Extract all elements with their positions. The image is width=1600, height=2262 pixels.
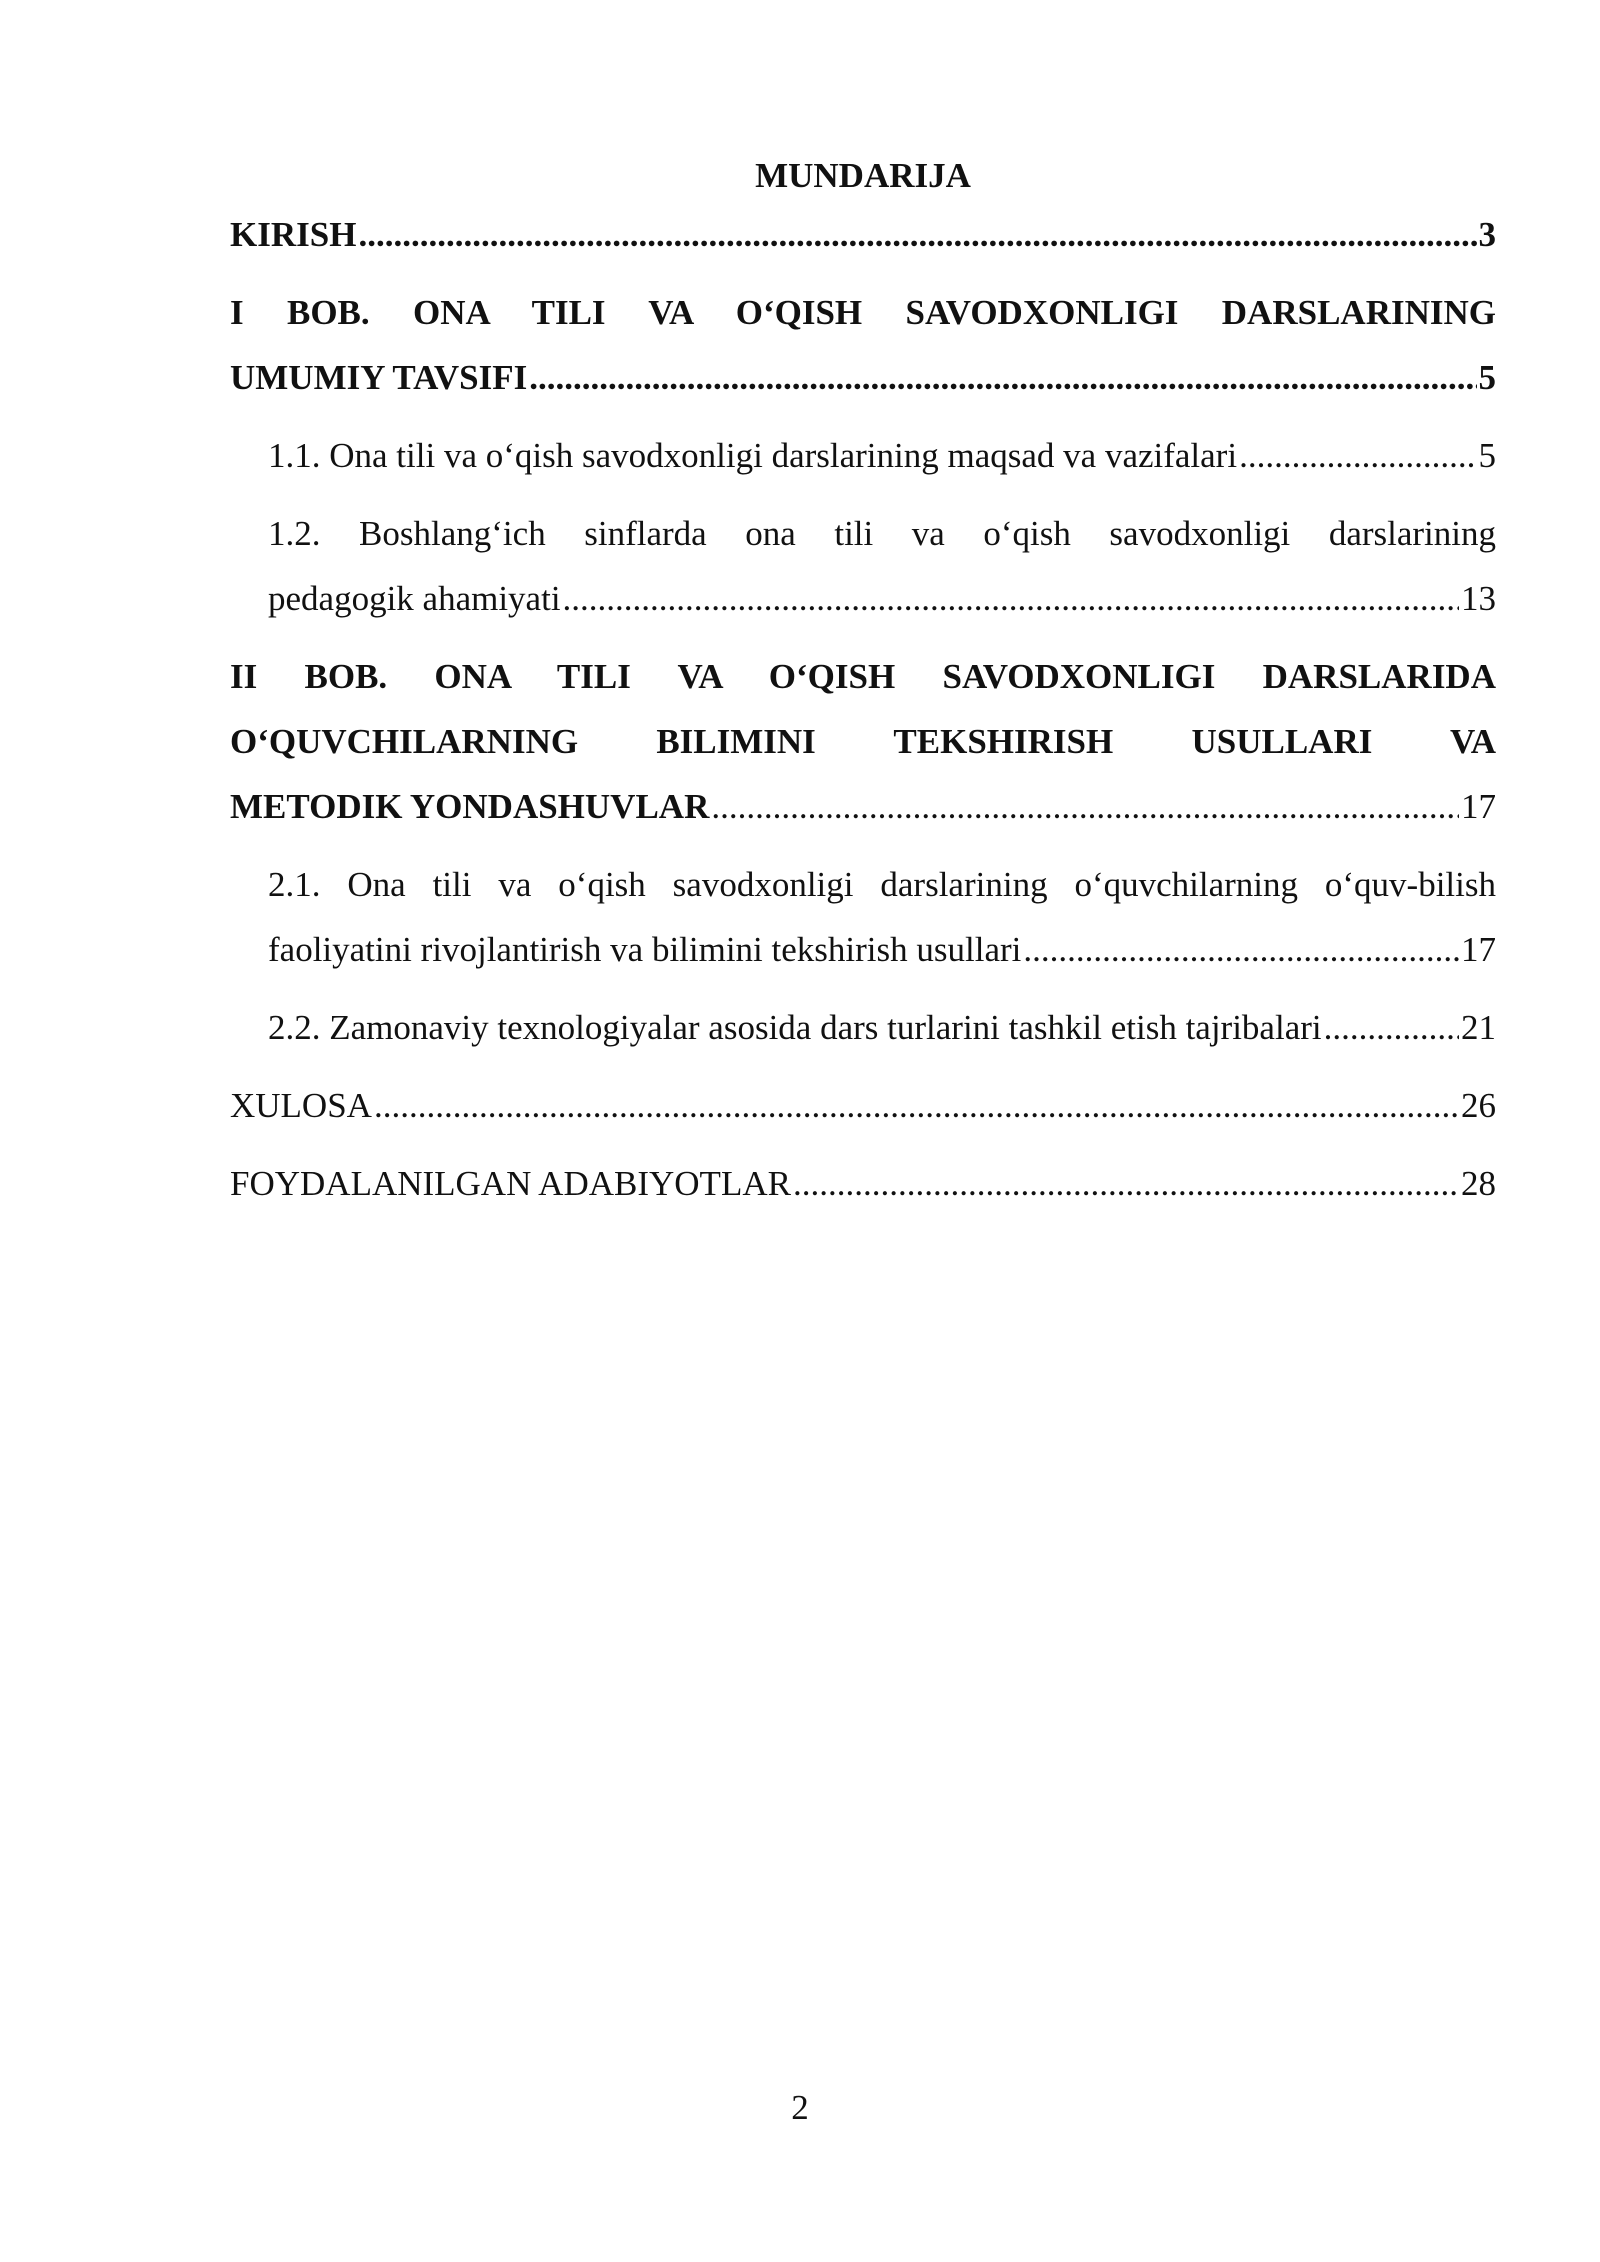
- toc-page-number: 17: [1461, 787, 1496, 826]
- toc-entry-bob-1[interactable]: [230, 280, 1496, 410]
- toc-entry-line: [230, 202, 1496, 267]
- dot-leader: [529, 345, 1476, 410]
- toc-entry-line: [230, 345, 1496, 410]
- toc-entry-section-2-2[interactable]: [230, 995, 1496, 1060]
- dot-leader: [1239, 423, 1476, 488]
- toc-entry-text: FOYDALANILGAN ADABIYOTLAR: [230, 1164, 791, 1203]
- toc-entry-text: KIRISH: [230, 215, 357, 254]
- toc-entry-adabiyotlar[interactable]: [230, 1151, 1496, 1216]
- toc-entry-line: [268, 423, 1496, 488]
- toc-page-number: 5: [1478, 436, 1496, 475]
- toc-entry-text: II BOB. ONA TILI VA O‘QISH SAVODXONLIGI DARSLARIDA: [230, 657, 1496, 696]
- toc-entry-text: pedagogik ahamiyati: [268, 579, 561, 618]
- toc-entry-line: [268, 566, 1496, 631]
- toc-entry-section-1-2[interactable]: [230, 501, 1496, 631]
- dot-leader: [358, 202, 1476, 267]
- dot-leader: [711, 774, 1459, 839]
- toc-entry-line: [268, 917, 1496, 982]
- toc-page-number: 17: [1461, 930, 1496, 969]
- toc-page-number: 26: [1461, 1086, 1496, 1125]
- page-number: 2: [791, 2088, 809, 2127]
- dot-leader: [374, 1073, 1459, 1138]
- toc-page-number: 28: [1461, 1164, 1496, 1203]
- toc-title: MUNDARIJA: [755, 156, 971, 195]
- dot-leader: [1023, 917, 1459, 982]
- toc-entry-section-2-1[interactable]: [230, 852, 1496, 982]
- toc-entry-line: [268, 995, 1496, 1060]
- toc-page-number: 5: [1478, 358, 1496, 397]
- toc-entry-line: [230, 1073, 1496, 1138]
- toc-entry-section-1-1[interactable]: [230, 423, 1496, 488]
- toc-entry-line: [230, 1151, 1496, 1216]
- table-of-contents: [230, 150, 1496, 1216]
- toc-entry-xulosa[interactable]: [230, 1073, 1496, 1138]
- toc-entry-text: 2.1. Ona tili va o‘qish savodxonligi darslarining o‘quvchilarning o‘quv-bilish: [268, 865, 1496, 904]
- toc-page-number: 13: [1461, 579, 1496, 618]
- toc-entry-text: UMUMIY TAVSIFI: [230, 358, 528, 397]
- toc-entry-text: 2.2. Zamonaviy texnologiyalar asosida dars turlarini tashkil etish tajribalari: [268, 1008, 1322, 1047]
- dot-leader: [793, 1151, 1459, 1216]
- toc-entry-bob-2[interactable]: [230, 644, 1496, 839]
- toc-entry-kirish[interactable]: [230, 202, 1496, 267]
- toc-entry-text: METODIK YONDASHUVLAR: [230, 787, 710, 826]
- toc-entry-line: [230, 774, 1496, 839]
- toc-entry-text: O‘QUVCHILARNING BILIMINI TEKSHIRISH USULLARI VA: [230, 722, 1496, 761]
- dot-leader: [563, 566, 1459, 631]
- toc-entry-text: I BOB. ONA TILI VA O‘QISH SAVODXONLIGI DARSLARINING: [230, 293, 1496, 332]
- toc-entry-text: faoliyatini rivojlantirish va bilimini tekshirish usullari: [268, 930, 1022, 969]
- toc-entry-text: XULOSA: [230, 1086, 372, 1125]
- toc-entry-text: 1.1. Ona tili va o‘qish savodxonligi darslarining maqsad va vazifalari: [268, 436, 1238, 475]
- toc-page-number: 3: [1478, 215, 1496, 254]
- dot-leader: [1324, 995, 1459, 1060]
- toc-page-number: 21: [1461, 1008, 1496, 1047]
- toc-entry-text: 1.2. Boshlang‘ich sinflarda ona tili va o‘qish savodxonligi darslarining: [268, 514, 1496, 553]
